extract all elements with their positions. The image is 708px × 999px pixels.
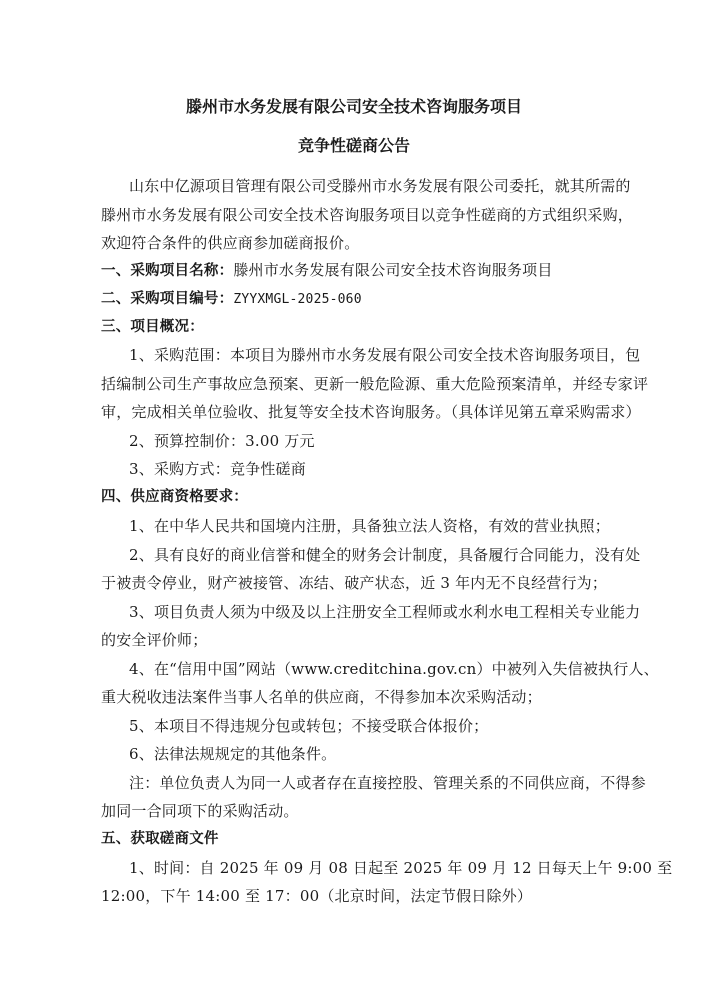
section-qualification-heading: 四、供应商资格要求： [101, 489, 248, 505]
obtain-docs-item-1-line-2: 12:00，下午 14:00 至 17：00（北京时间，法定节假日除外） [101, 887, 533, 905]
obtain-docs-item-1-line-1: 1、时间：自 2025 年 09 月 08 日起至 2025 年 09 月 12 日每天上午 9:00 至 [129, 859, 673, 877]
document-title: 滕州市水务发展有限公司安全技术咨询服务项目 [185, 97, 522, 116]
section-project-name-value: 滕州市水务发展有限公司安全技术咨询服务项目 [233, 261, 553, 279]
overview-item-1-line-3: 审，完成相关单位验收、批复等安全技术咨询服务。（具体详见第五章采购需求） [101, 403, 641, 421]
qualification-item-1: 1、在中华人民共和国境内注册，具备独立法人资格，有效的营业执照； [129, 517, 610, 535]
overview-item-2: 2、预算控制价：3.00 万元 [129, 432, 315, 450]
section-project-number-value: ZYYXMGL-2025-060 [233, 292, 362, 307]
section-overview-heading: 三、项目概况： [101, 319, 204, 335]
qualification-item-2-line-2: 于被责令停业，财产被接管、冻结、破产状态，近 3 年内无不良经营行为； [101, 574, 608, 592]
document-subtitle: 竞争性磋商公告 [297, 136, 410, 155]
section-project-number-label: 二、采购项目编号： [101, 291, 234, 307]
intro-line-1: 山东中亿源项目管理有限公司受滕州市水务发展有限公司委托，就其所需的 [129, 177, 631, 195]
qualification-item-4-line-2: 重大税收违法案件当事人名单的供应商，不得参加本次采购活动； [101, 688, 542, 706]
qualification-note-line-2: 加同一合同项下的采购活动。 [101, 802, 299, 820]
overview-item-3: 3、采购方式：竞争性磋商 [129, 460, 306, 478]
overview-item-1-line-1: 1、采购范围：本项目为滕州市水务发展有限公司安全技术咨询服务项目，包 [129, 346, 641, 364]
section-obtain-docs-heading: 五、获取磋商文件 [101, 831, 219, 847]
qualification-item-5: 5、本项目不得违规分包或转包；不接受联合体报价； [129, 717, 489, 735]
qualification-item-3-line-1: 3、项目负责人须为中级及以上注册安全工程师或水利水电工程相关专业能力 [129, 603, 641, 621]
qualification-item-2-line-1: 2、具有良好的商业信誉和健全的财务会计制度，具备履行合同能力，没有处 [129, 546, 641, 564]
section-project-number [101, 289, 362, 310]
section-project-name-label: 一、采购项目名称： [101, 263, 234, 279]
qualification-item-6: 6、法律法规规定的其他条件。 [129, 745, 337, 763]
qualification-item-3-line-2: 的安全评价师； [101, 631, 208, 649]
intro-line-2: 滕州市水务发展有限公司安全技术咨询服务项目以竞争性磋商的方式组织采购， [101, 206, 634, 224]
overview-item-1-line-2: 括编制公司生产事故应急预案、更新一般危险源、重大危险预案清单，并经专家评 [101, 375, 649, 393]
section-project-name [101, 260, 553, 281]
qualification-note-line-1: 注：单位负责人为同一人或者存在直接控股、管理关系的不同供应商，不得参 [129, 774, 646, 792]
intro-line-3: 欢迎符合条件的供应商参加磋商报价。 [101, 234, 360, 252]
qualification-item-4-line-1: 4、在“信用中国”网站（www.creditchina.gov.cn）中被列入失信被执行人、 [129, 660, 659, 678]
